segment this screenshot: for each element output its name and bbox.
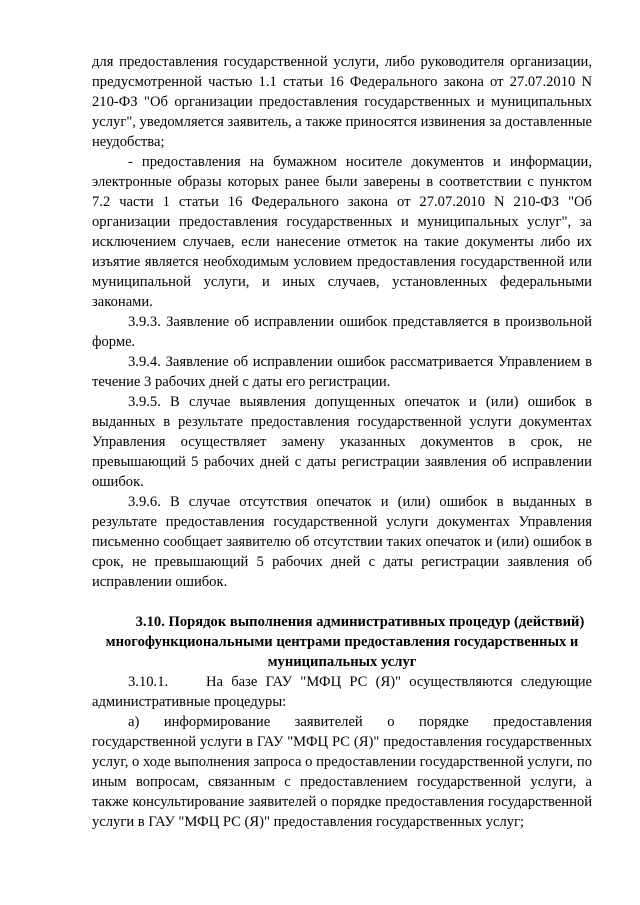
paragraph-3-9-6: 3.9.6. В случае отсутствия опечаток и (или) ошибок в выданных в результате предоставления государственной услуги документах Управления письменно сообщает заявителю об отсутствии таких опечаток и (или) ошибок в срок, не превышающий 5 рабочих дней с даты регистрации заявления об исправлении ошибок. (92, 494, 592, 590)
paragraph-number: 3.10.1. (128, 674, 169, 690)
paragraph-3-10-1 (92, 672, 592, 712)
document-page (92, 52, 592, 832)
section-heading-3-10: 3.10. Порядок выполнения административных процедур (действий) многофункциональными центрами предоставления государственных и муниципальных услуг (105, 614, 585, 670)
paragraph-paper-documents: - предоставления на бумажном носителе документов и информации, электронные образы которых ранее были заверены в соответствии с пунктом 7.2 части 1 статьи 16 Федерального закона от 27.07.2010 N 210-ФЗ "Об организации предоставления государственных и муниципальных услуг", за исключением случаев, если нанесение отметок на такие документы либо их изъятие является необходимым условием предоставления государственной или муниципальной услуги, и иных случаев, установленных федеральными законами. (92, 154, 592, 310)
section-spacer (92, 592, 592, 612)
paragraph-notification-continuation: для предоставления государственной услуги, либо руководителя организации, предусмотренной частью 1.1 статьи 16 Федерального закона от 27.07.2010 N 210-ФЗ "Об организации предоставления государственных и муниципальных услуг", уведомляется заявитель, а также приносятся извинения за доставленные неудобства; (92, 54, 592, 150)
paragraph-text: На базе ГАУ "МФЦ РС (Я)" осуществляются следующие административные процедуры: (92, 674, 592, 710)
paragraph-3-9-4: 3.9.4. Заявление об исправлении ошибок рассматривается Управлением в течение 3 рабочих дней с даты его регистрации. (92, 354, 592, 390)
paragraph-3-9-5: 3.9.5. В случае выявления допущенных опечаток и (или) ошибок в выданных в результате предоставления государственной услуги документах Управления осуществляет замену указанных документов в срок, не превышающий 5 рабочих дней с даты регистрации заявления об исправлении ошибок. (92, 394, 592, 490)
paragraph-3-9-3: 3.9.3. Заявление об исправлении ошибок представляется в произвольной форме. (92, 314, 592, 350)
paragraph-item-a: а) информирование заявителей о порядке предоставления государственной услуги в ГАУ "МФЦ РС (Я)" предоставления государственных услуг, о ходе выполнения запроса о предоставлении государственной услуги, по иным вопросам, связанным с предоставлением государственной услуги, а также консультирование заявителей о порядке предоставления государственной услуги в ГАУ "МФЦ РС (Я)" предоставления государственных услуг; (92, 714, 592, 830)
